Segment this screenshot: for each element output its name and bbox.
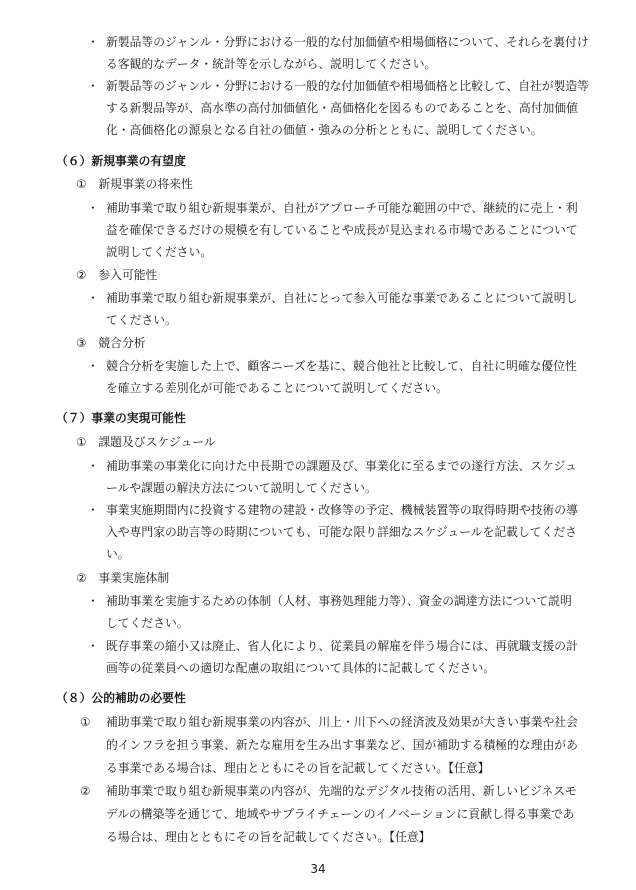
- body-text: 説明してください。: [106, 245, 213, 259]
- body-text: 画等の従業員への適切な配慮の取組について具体的に記載してください。: [106, 661, 496, 675]
- body-text: 新製品等のジャンル・分野における一般的な付加価値や相場価格について、それらを裏付け: [106, 35, 589, 49]
- body-text: ールや課題の解決方法について説明してください。: [106, 481, 377, 495]
- subsection-label: ③ 競合分析: [76, 336, 146, 350]
- body-text: 既存事業の縮小又は廃止、省人化により、従業員の解雇を伴う場合には、再就職支援の計: [106, 639, 578, 653]
- body-text: る事業である場合は、理由とともにその旨を記載してください。【任意】: [106, 761, 490, 775]
- section-heading-7: （７）事業の実現可能性: [56, 411, 186, 425]
- body-text: 補助事業を実施するための体制（人材、事務処理能力等）、資金の調達方法について説明: [106, 594, 572, 608]
- body-text: てください。: [106, 313, 177, 327]
- bullet-marker: ・: [87, 291, 99, 305]
- bullet-marker: ・: [87, 359, 99, 373]
- body-text: を確立する差別化が可能であることについて説明してください。: [106, 381, 448, 395]
- body-text: 補助事業の事業化に向けた中長期での課題及び、事業化に至るまでの遂行方法、スケジュ: [106, 459, 577, 473]
- bullet-marker: ・: [87, 459, 99, 473]
- body-text: 化・高価格化の源泉となる自社の価値・強みの分析とともに、説明してください。: [106, 123, 543, 137]
- body-text: 補助事業で取り組む新規事業が、自社にとって参入可能な事業であることについて説明し: [106, 291, 578, 305]
- body-text: い。: [106, 547, 130, 561]
- body-text: 益を確保できるだけの規模を有していることや成長が見込まれる市場であることについて: [106, 223, 578, 237]
- body-text: 事業実施期間内に投資する建物の建設・改修等の予定、機械装置等の取得時期や技術の導: [106, 503, 578, 517]
- body-text: 補助事業で取り組む新規事業が、自社がアプローチ可能な範囲の中で、継続的に売上・利: [106, 201, 578, 215]
- subsection-label: ② 事業実施体制: [76, 571, 170, 585]
- subsection-label: ② 参入可能性: [76, 268, 158, 282]
- body-text: してください。: [106, 616, 189, 630]
- numbered-marker: ①: [80, 715, 91, 729]
- body-text: 新製品等のジャンル・分野における一般的な付加価値や相場価格と比較して、自社が製造等: [106, 79, 589, 93]
- bullet-marker: ・: [87, 639, 99, 653]
- body-text: る場合は、理由とともにその旨を記載してください。【任意】: [106, 830, 431, 844]
- body-text: る客観的なデータ・統計等を示しながら、説明してください。: [106, 57, 437, 71]
- bullet-marker: ・: [87, 503, 99, 517]
- subsection-label: ① 新規事業の将来性: [76, 177, 193, 191]
- numbered-marker: ②: [80, 784, 91, 798]
- section-heading-6: （６）新規事業の有望度: [56, 154, 186, 168]
- body-text: 補助事業で取り組む新規事業の内容が、先端的なデジタル技術の活用、新しいビジネスモ: [106, 784, 577, 798]
- body-text: デルの構築等を通じて、地域やサプライチェーンのイノベーションに貢献し得る事業であ: [106, 807, 575, 821]
- bullet-marker: ・: [87, 35, 99, 49]
- subsection-label: ① 課題及びスケジュール: [76, 435, 216, 449]
- body-text: 入や専門家の助言等の時期についても、可能な限り詳細なスケジュールを記載してくださ: [106, 525, 577, 539]
- bullet-marker: ・: [87, 79, 99, 93]
- page-number: 34: [310, 862, 326, 876]
- body-text: 補助事業で取り組む新規事業の内容が、川上・川下への経済波及効果が大きい事業や社会: [106, 715, 578, 729]
- body-text: 競合分析を実施した上で、顧客ニーズを基に、競合他社と比較して、自社に明確な優位性: [106, 359, 577, 373]
- body-text: する新製品等が、高水準の高付加価値化・高価格化を図るものであることを、高付加価値: [106, 101, 578, 115]
- section-heading-8: （８）公的補助の必要性: [56, 691, 186, 705]
- body-text: 的インフラを担う事業、新たな雇用を生み出す事業など、国が補助する積極的な理由があ: [106, 738, 578, 752]
- bullet-marker: ・: [87, 201, 99, 215]
- bullet-marker: ・: [87, 594, 99, 608]
